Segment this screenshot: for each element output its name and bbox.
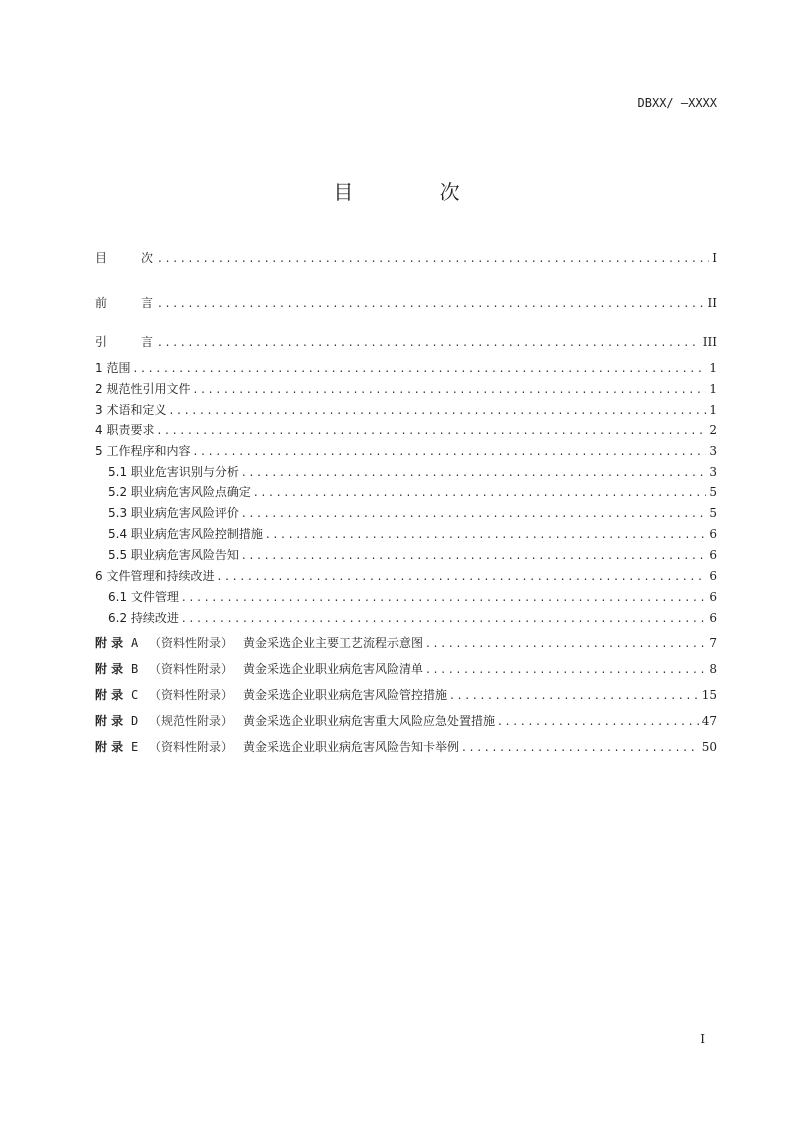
toc-label: 5.5 职业病危害风险告知 (108, 548, 239, 562)
toc-label: 4 职责要求 (95, 423, 155, 437)
toc-entry[interactable] (95, 360, 717, 376)
toc-entry[interactable] (108, 547, 717, 563)
toc-label: 6.1 文件管理 (108, 590, 179, 604)
appendix-entry[interactable] (95, 713, 717, 729)
toc-entry[interactable] (95, 568, 717, 584)
dot-leader (157, 422, 706, 438)
toc-page: 50 (701, 740, 717, 754)
dot-leader (217, 568, 706, 584)
toc-entry[interactable] (108, 484, 717, 500)
toc-label: 1 范围 (95, 361, 131, 375)
appendix-entry[interactable] (95, 739, 717, 755)
toc-entry[interactable] (95, 402, 717, 418)
toc-entry[interactable] (95, 295, 717, 311)
appendix-entry[interactable] (95, 661, 717, 677)
dot-leader (182, 589, 706, 605)
dot-leader (462, 739, 699, 755)
toc-label: 6 文件管理和持续改进 (95, 569, 215, 583)
appendix-label: 附 录 C （资料性附录） 黄金采选企业职业病危害风险管控措施 (95, 688, 448, 702)
toc-page: II (707, 296, 717, 310)
appendix-label: 附 录 E （资料性附录） 黄金采选企业职业病危害风险告知卡举例 (95, 740, 460, 754)
toc-entry[interactable] (95, 334, 717, 350)
toc-page: 3 (709, 444, 717, 458)
toc-page: 47 (701, 714, 717, 728)
appendix-entry[interactable] (95, 635, 717, 651)
toc-entry[interactable] (95, 381, 717, 397)
toc-label: 5.4 职业病危害风险控制措施 (108, 527, 263, 541)
dot-leader (158, 334, 700, 350)
document-code: DBXX/ —XXXX (637, 96, 717, 110)
dot-leader (266, 526, 706, 542)
toc-page: I (712, 251, 717, 265)
toc-page: 7 (709, 636, 717, 650)
toc-page: 2 (709, 423, 717, 437)
dot-leader (169, 402, 706, 418)
toc-entry[interactable] (108, 589, 717, 605)
toc-page: 8 (709, 662, 717, 676)
toc-page: 1 (709, 361, 717, 375)
toc-label: 6.2 持续改进 (108, 611, 179, 625)
toc-page: 6 (709, 590, 717, 604)
toc-entry[interactable] (95, 443, 717, 459)
toc-page: 3 (709, 465, 717, 479)
dot-leader (182, 610, 706, 626)
dot-leader (242, 464, 706, 480)
toc-label: 2 规范性引用文件 (95, 382, 191, 396)
dot-leader (498, 713, 699, 729)
page-title: 目 次 (333, 180, 500, 204)
appendix-label: 附 录 A （资料性附录） 黄金采选企业主要工艺流程示意图 (95, 636, 424, 650)
toc-page: 5 (709, 485, 717, 499)
toc-label: 5.1 职业危害识别与分析 (108, 465, 239, 479)
toc-entry[interactable] (108, 464, 717, 480)
toc-entry[interactable] (95, 422, 717, 438)
toc-page: 6 (709, 548, 717, 562)
dot-leader (133, 360, 706, 376)
dot-leader (158, 295, 705, 311)
toc-label: 3 术语和定义 (95, 403, 167, 417)
toc-label: 5.3 职业病危害风险评价 (108, 506, 239, 520)
dot-leader (426, 635, 706, 651)
toc-page: 6 (709, 527, 717, 541)
toc-page: 1 (709, 382, 717, 396)
page-number: I (700, 1032, 705, 1046)
appendix-label: 附 录 B （资料性附录） 黄金采选企业职业病危害风险清单 (95, 662, 424, 676)
toc-entry[interactable] (108, 526, 717, 542)
toc-label: 目 次 (95, 251, 154, 265)
toc-page: 6 (709, 611, 717, 625)
dot-leader (242, 505, 706, 521)
dot-leader (426, 661, 706, 677)
dot-leader (158, 250, 709, 266)
toc-page: 6 (709, 569, 717, 583)
dot-leader (193, 443, 706, 459)
toc-page: 5 (709, 506, 717, 520)
toc-label: 引 言 (95, 335, 154, 349)
toc-entry[interactable] (108, 610, 717, 626)
toc-label: 5 工作程序和内容 (95, 444, 191, 458)
toc-page: 1 (709, 403, 717, 417)
toc-entry[interactable] (95, 250, 717, 266)
appendix-label: 附 录 D （规范性附录） 黄金采选企业职业病危害重大风险应急处置措施 (95, 714, 496, 728)
appendix-entry[interactable] (95, 687, 717, 703)
dot-leader (450, 687, 699, 703)
toc-entry[interactable] (108, 505, 717, 521)
toc-label: 5.2 职业病危害风险点确定 (108, 485, 251, 499)
dot-leader (254, 484, 706, 500)
dot-leader (193, 381, 706, 397)
dot-leader (242, 547, 706, 563)
toc-label: 前 言 (95, 296, 154, 310)
toc-page: 15 (701, 688, 717, 702)
toc-page: III (702, 335, 717, 349)
